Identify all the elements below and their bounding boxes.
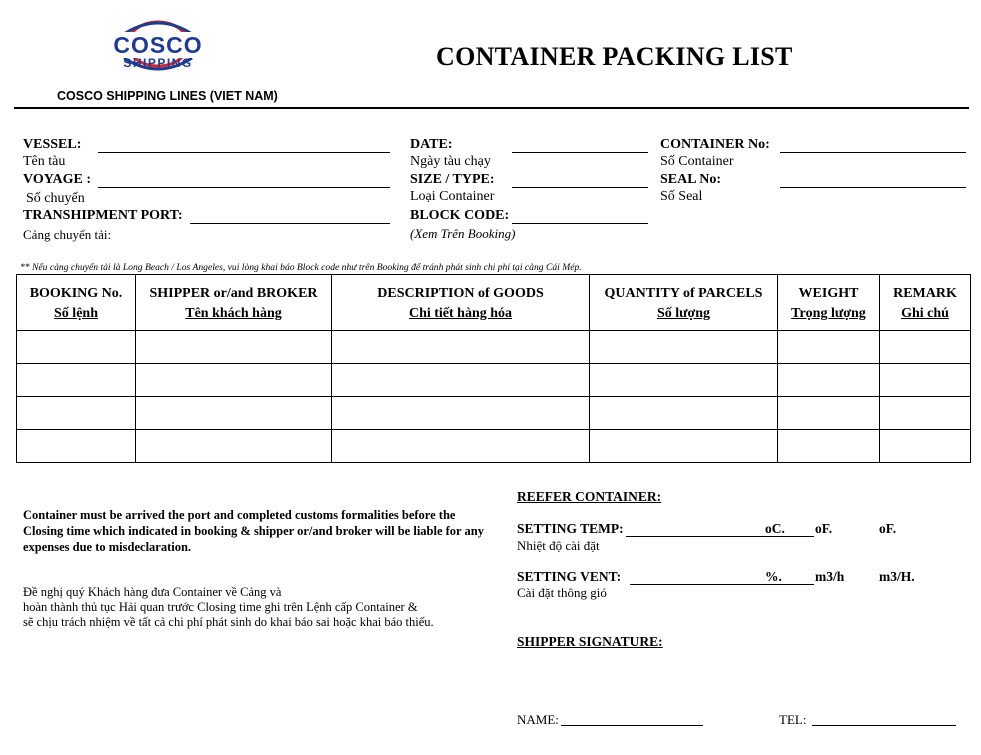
notice-vietnamese-line-1: Đề nghị quý Khách hàng đưa Container về Cảng và	[23, 585, 282, 599]
col-shipper-broker: SHIPPER or/and BROKER Tên khách hàng	[136, 275, 332, 331]
table-cell[interactable]	[778, 331, 880, 364]
table-cell[interactable]	[880, 331, 971, 364]
setting-vent-sublabel: Cài đặt thông gió	[517, 585, 607, 600]
col-weight: WEIGHT Trọng lượng	[778, 275, 880, 331]
size-type-label: SIZE / TYPE:	[410, 172, 495, 187]
col-description: DESCRIPTION of GOODS Chi tiết hàng hóa	[332, 275, 590, 331]
table-cell[interactable]	[17, 331, 136, 364]
vent-unit-m3h: m3/h	[815, 569, 845, 584]
table-cell[interactable]	[136, 364, 332, 397]
table-cell[interactable]	[17, 364, 136, 397]
setting-vent-label: SETTING VENT:	[517, 569, 622, 584]
name-label: NAME:	[517, 712, 559, 727]
shipper-signature-heading: SHIPPER SIGNATURE:	[517, 634, 663, 649]
transhipment-port-field[interactable]	[190, 223, 390, 224]
vessel-field[interactable]	[98, 152, 390, 153]
table-row	[17, 331, 971, 364]
date-field[interactable]	[512, 152, 648, 153]
container-no-label: CONTAINER No:	[660, 137, 770, 152]
table-cell[interactable]	[880, 397, 971, 430]
name-field[interactable]	[561, 725, 703, 726]
table-row	[17, 397, 971, 430]
table-cell[interactable]	[590, 364, 778, 397]
company-name: COSCO SHIPPING LINES (VIET NAM)	[57, 89, 278, 103]
setting-vent-field[interactable]	[630, 584, 814, 585]
block-code-label: BLOCK CODE:	[410, 208, 510, 223]
vent-unit-percent: %.	[765, 569, 782, 584]
container-no-field[interactable]	[780, 152, 966, 153]
table-cell[interactable]	[332, 430, 590, 463]
table-cell[interactable]	[590, 331, 778, 364]
table-cell[interactable]	[590, 430, 778, 463]
page-title: CONTAINER PACKING LIST	[436, 42, 793, 71]
size-type-field[interactable]	[512, 187, 648, 188]
voyage-field[interactable]	[98, 187, 390, 188]
seal-no-sublabel: Số Seal	[660, 189, 703, 204]
notice-vietnamese-line-2: hoàn thành thủ tục Hải quan trước Closing time ghi trên Lệnh cấp Container &	[23, 600, 418, 614]
table-cell[interactable]	[17, 397, 136, 430]
tel-label: TEL:	[779, 712, 807, 727]
tel-field[interactable]	[812, 725, 956, 726]
col-quantity: QUANTITY of PARCELS Số lượng	[590, 275, 778, 331]
table-row	[17, 364, 971, 397]
notice-english: Container must be arrived the port and completed customs formalities before the Closing time which indicated in booking & shipper or/and broker will be liable for any expenses due to misdeclaration.	[23, 508, 484, 554]
table-cell[interactable]	[136, 331, 332, 364]
table-cell[interactable]	[778, 364, 880, 397]
setting-temp-sublabel: Nhiệt độ cài đặt	[517, 538, 600, 553]
table-cell[interactable]	[778, 430, 880, 463]
vessel-sublabel: Tên tàu	[23, 154, 66, 169]
table-cell[interactable]	[332, 397, 590, 430]
vessel-label: VESSEL:	[23, 137, 82, 152]
table-cell[interactable]	[332, 331, 590, 364]
setting-temp-label: SETTING TEMP:	[517, 521, 624, 536]
setting-temp-field[interactable]	[626, 536, 814, 537]
transhipment-port-label: TRANSHIPMENT PORT:	[23, 208, 183, 223]
table-cell[interactable]	[136, 397, 332, 430]
transhipment-port-sublabel: Cảng chuyển tải:	[23, 227, 112, 242]
table-cell[interactable]	[17, 430, 136, 463]
block-code-note: ** Nếu cảng chuyển tải là Long Beach / Los Angeles, vui lòng khai báo Block code như trên Booking để tránh phát sinh chi phí tại cảng Cái Mép.	[20, 262, 582, 273]
notice-vietnamese-line-3: sẽ chịu trách nhiệm về tất cả chi phí phát sinh do khai báo sai hoặc khai báo thiếu.	[23, 615, 434, 629]
table-cell[interactable]	[880, 430, 971, 463]
date-label: DATE:	[410, 137, 453, 152]
voyage-label: VOYAGE :	[23, 172, 92, 187]
table-row	[17, 430, 971, 463]
table-cell[interactable]	[590, 397, 778, 430]
reefer-heading: REEFER CONTAINER:	[517, 489, 662, 504]
table-cell[interactable]	[332, 364, 590, 397]
block-code-sublabel: (Xem Trên Booking)	[410, 226, 516, 241]
vent-unit-m3H: m3/H.	[879, 569, 915, 584]
cosco-logo	[102, 14, 214, 80]
packing-table	[16, 274, 971, 463]
size-type-sublabel: Loại Container	[410, 189, 495, 204]
logo-text: COSCO	[113, 32, 203, 58]
temp-unit-f1: oF.	[815, 521, 833, 536]
header-divider	[14, 107, 969, 109]
logo-subtext: SHIPPING	[123, 56, 193, 70]
table-cell[interactable]	[778, 397, 880, 430]
temp-unit-c: oC.	[765, 521, 785, 536]
table-cell[interactable]	[880, 364, 971, 397]
col-remark: REMARK Ghi chú	[880, 275, 971, 331]
seal-no-label: SEAL No:	[660, 172, 722, 187]
container-no-sublabel: Số Container	[660, 154, 734, 169]
date-sublabel: Ngày tàu chạy	[410, 154, 491, 169]
col-booking-no: BOOKING No. Số lệnh	[17, 275, 136, 331]
temp-unit-f2: oF.	[879, 521, 897, 536]
voyage-sublabel: Số chuyến	[26, 191, 85, 206]
table-cell[interactable]	[136, 430, 332, 463]
block-code-field[interactable]	[512, 223, 648, 224]
seal-no-field[interactable]	[780, 187, 966, 188]
table-header-row	[17, 275, 971, 331]
